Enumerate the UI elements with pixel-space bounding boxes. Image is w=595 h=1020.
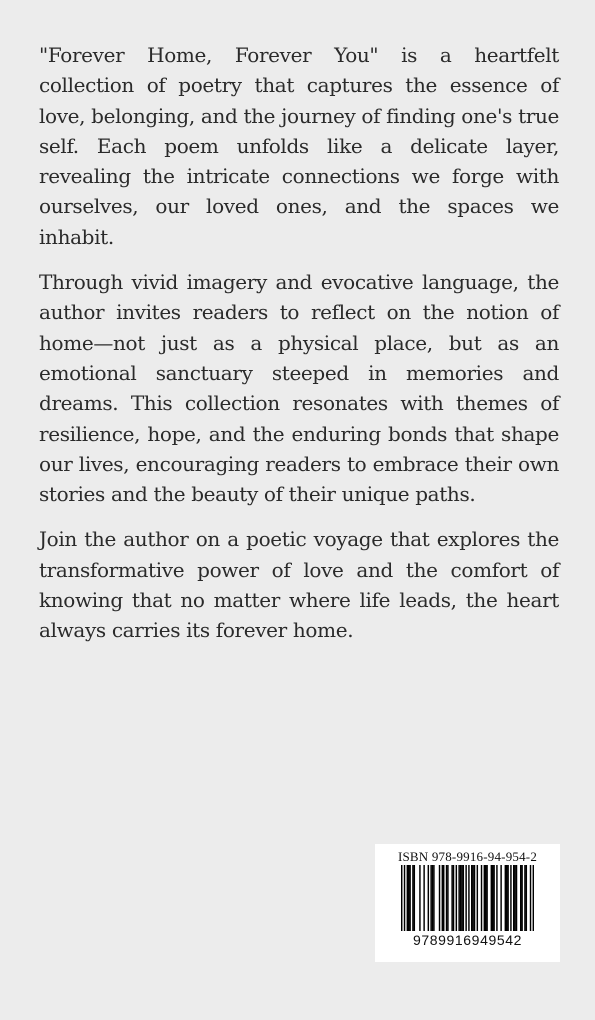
barcode-bar — [516, 865, 517, 931]
barcode-bar — [461, 865, 462, 931]
barcode-bars — [401, 865, 534, 931]
barcode-bar — [458, 865, 459, 931]
barcode-bar — [468, 865, 469, 931]
barcode-bar — [500, 865, 501, 931]
barcode-bar — [484, 865, 485, 931]
barcode-bar — [507, 865, 508, 931]
blurb-paragraph-3: Join the author on a poetic voyage that explores the transformative power of love and the comfort of knowing that no matter where life leads, the heart always carries its forever home. — [39, 527, 559, 643]
barcode-bar — [510, 865, 511, 931]
barcode-bar — [414, 865, 415, 931]
barcode-bar — [430, 865, 431, 931]
barcode-bar — [524, 865, 525, 931]
barcode-bar — [423, 865, 424, 931]
barcode-bar — [401, 865, 402, 931]
barcode-bar — [485, 865, 486, 931]
barcode-bar — [419, 865, 420, 931]
blurb-paragraph-2: Through vivid imagery and evocative language, the author invites readers to reflect on the notion of home—not just as a physical place, but as an emotional sanctuary steeped in memories and dreams. This collection resonates with themes of resilience, hope, and the enduring bonds that shape our lives, encouraging readers to embrace their own stories and the beauty of their unique paths. — [39, 270, 559, 507]
barcode-bar — [520, 865, 521, 931]
isbn-label: ISBN 978-9916-94-954-2 — [397, 849, 538, 864]
barcode-bar — [439, 865, 440, 931]
barcode-bar — [530, 865, 531, 931]
isbn-barcode-block — [375, 844, 560, 962]
barcode-bar — [505, 865, 506, 931]
barcode-bar — [463, 865, 464, 931]
barcode-bar — [460, 865, 461, 931]
barcode-bar — [477, 865, 478, 931]
barcode-bar — [446, 865, 447, 931]
barcode-bar — [456, 865, 457, 931]
barcode-bar — [472, 865, 473, 931]
barcode-bar — [433, 865, 434, 931]
barcode-bar — [514, 865, 515, 931]
barcode-bar — [442, 865, 443, 931]
barcode-bar — [409, 865, 410, 931]
barcode-bar — [412, 865, 413, 931]
barcode-bar — [521, 865, 522, 931]
barcode-bar — [513, 865, 514, 931]
barcode-bar — [408, 865, 409, 931]
barcode-bar — [465, 865, 466, 931]
barcode-bar — [407, 865, 408, 931]
barcode-bar — [432, 865, 433, 931]
barcode-bar — [493, 865, 494, 931]
barcode-bar — [447, 865, 448, 931]
barcode-bar — [428, 865, 429, 931]
blurb-paragraph-1: "Forever Home, Forever You" is a heartfelt collection of poetry that captures the essence of love, belonging, and the journey of finding one's true self. Each poem unfolds like a delicate layer, revealing the intricate connections we forge with ourselves, our loved ones, and the spaces we inhabit. — [39, 43, 559, 249]
barcode-bar — [486, 865, 487, 931]
barcode-bar — [404, 865, 405, 931]
barcode-bar — [443, 865, 444, 931]
barcode-bar — [492, 865, 493, 931]
barcode-bar — [506, 865, 507, 931]
barcode-bar — [451, 865, 452, 931]
barcode-bar — [471, 865, 472, 931]
isbn-digits: 9789916949542 — [412, 932, 523, 948]
barcode-bar — [526, 865, 527, 931]
blurb-text — [39, 40, 559, 661]
barcode-bar — [474, 865, 475, 931]
barcode-bar — [481, 865, 482, 931]
barcode-bar — [533, 865, 534, 931]
barcode-bar — [496, 865, 497, 931]
barcode-bar — [453, 865, 454, 931]
barcode-bar — [491, 865, 492, 931]
